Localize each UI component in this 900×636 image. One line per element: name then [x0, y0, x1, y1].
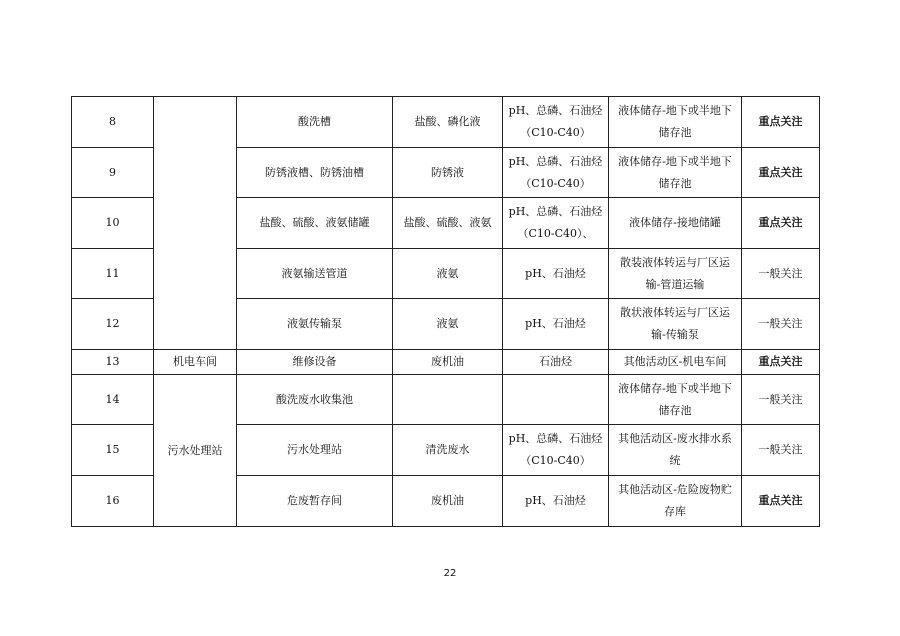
- pollutant-cell: [503, 97, 609, 148]
- table-row: [72, 350, 820, 375]
- mode-cell: [609, 425, 742, 476]
- concern-level: 重点关注: [742, 148, 820, 198]
- concern-level: 重点关注: [742, 350, 820, 375]
- pollutant-cell: [503, 375, 609, 425]
- material-cell: 盐酸、磷化液: [393, 97, 503, 148]
- material-cell: 废机油: [393, 476, 503, 527]
- mode-cell: [609, 198, 742, 249]
- row-number: 11: [72, 249, 154, 299]
- table-row: [72, 97, 820, 148]
- pollutant-line: pH、总磷、石油烃: [508, 432, 603, 445]
- material-cell: 清洗废水: [393, 425, 503, 476]
- pollutant-cell: [503, 198, 609, 249]
- mode-line: 储存池: [658, 403, 692, 417]
- mode-line: 液体储存-地下或半地下: [618, 154, 732, 168]
- row-number: 13: [72, 350, 154, 375]
- row-number: 9: [72, 148, 154, 198]
- concern-level: 重点关注: [742, 97, 820, 148]
- material-cell: 液氨: [393, 299, 503, 350]
- material-cell: 防锈液: [393, 148, 503, 198]
- mode-line: 其他活动区-机电车间: [623, 355, 727, 368]
- mode-line: 输-管道运输: [645, 277, 705, 291]
- mode-line: 液体储存-地下或半地下: [618, 104, 732, 117]
- mode-cell: [609, 97, 742, 148]
- mode-line: 液体储存-地下或半地下: [618, 381, 732, 395]
- concern-level: 一般关注: [742, 375, 820, 425]
- mode-cell: [609, 375, 742, 425]
- row-number: 10: [72, 198, 154, 249]
- facility-cell: 污水处理站: [237, 425, 393, 476]
- pollutant-cell: [503, 425, 609, 476]
- pollutant-line: pH、石油烃: [525, 266, 586, 280]
- mode-line: 存库: [664, 505, 686, 518]
- mode-line: 其他活动区-废水排水系: [618, 432, 732, 445]
- row-number: 16: [72, 476, 154, 527]
- mode-line: 其他活动区-危险废物贮: [618, 483, 732, 496]
- mode-line: 储存池: [658, 176, 692, 190]
- pollutant-cell: [503, 299, 609, 350]
- pollutant-line: pH、石油烃: [525, 317, 586, 330]
- mode-cell: [609, 148, 742, 198]
- facility-cell: 防锈液槽、防锈油槽: [237, 148, 393, 198]
- mode-line: 输-传输泵: [651, 328, 699, 341]
- mode-cell: [609, 299, 742, 350]
- concern-level: 重点关注: [742, 198, 820, 249]
- row-number: 14: [72, 375, 154, 425]
- facility-cell: 液氨输送管道: [237, 249, 393, 299]
- pollutant-line: pH、石油烃: [525, 494, 586, 507]
- facility-cell: 盐酸、硫酸、液氨储罐: [237, 198, 393, 249]
- mode-cell: [609, 350, 742, 375]
- material-cell: 液氨: [393, 249, 503, 299]
- area-cell: 污水处理站: [154, 375, 237, 527]
- mode-line: 统: [669, 454, 681, 467]
- concern-level: 一般关注: [742, 299, 820, 350]
- pollutant-cell: [503, 249, 609, 299]
- facility-cell: 酸洗槽: [237, 97, 393, 148]
- pollutant-line: pH、总磷、石油烃: [508, 205, 603, 218]
- facility-cell: 危废暂存间: [237, 476, 393, 527]
- pollutant-line: pH、总磷、石油烃: [508, 104, 603, 117]
- pollutant-cell: [503, 148, 609, 198]
- pollutant-line: 石油烃: [539, 355, 572, 368]
- row-number: 8: [72, 97, 154, 148]
- pollutant-cell: [503, 476, 609, 527]
- facility-cell: 液氨传输泵: [237, 299, 393, 350]
- facility-cell: 酸洗废水收集池: [237, 375, 393, 425]
- row-number: 12: [72, 299, 154, 350]
- concern-level: 一般关注: [742, 249, 820, 299]
- material-cell: 废机油: [393, 350, 503, 375]
- pollutant-line: （C10-C40）: [520, 454, 591, 467]
- pollutant-line: （C10-C40）: [520, 176, 591, 190]
- mode-cell: [609, 249, 742, 299]
- pollutant-line: pH、总磷、石油烃: [508, 154, 603, 168]
- row-number: 15: [72, 425, 154, 476]
- pollutant-cell: [503, 350, 609, 375]
- material-cell: [393, 375, 503, 425]
- concern-level: 重点关注: [742, 476, 820, 527]
- pollutant-line: （C10-C40）: [520, 126, 591, 139]
- table-row: [72, 375, 820, 425]
- material-cell: 盐酸、硫酸、液氨: [393, 198, 503, 249]
- area-cell-merged: [154, 97, 237, 350]
- concern-level: 一般关注: [742, 425, 820, 476]
- mode-line: 散装液体转运与厂区运: [620, 255, 730, 269]
- mode-cell: [609, 476, 742, 527]
- page-number: 22: [443, 568, 457, 579]
- facility-table: [71, 96, 820, 527]
- area-cell: 机电车间: [154, 350, 237, 375]
- mode-line: 储存池: [658, 126, 692, 139]
- mode-line: 液体储存-接地储罐: [629, 216, 721, 229]
- facility-cell: 维修设备: [237, 350, 393, 375]
- mode-line: 散状液体转运与厂区运: [620, 306, 730, 319]
- pollutant-line: （C10-C40）、: [517, 227, 594, 240]
